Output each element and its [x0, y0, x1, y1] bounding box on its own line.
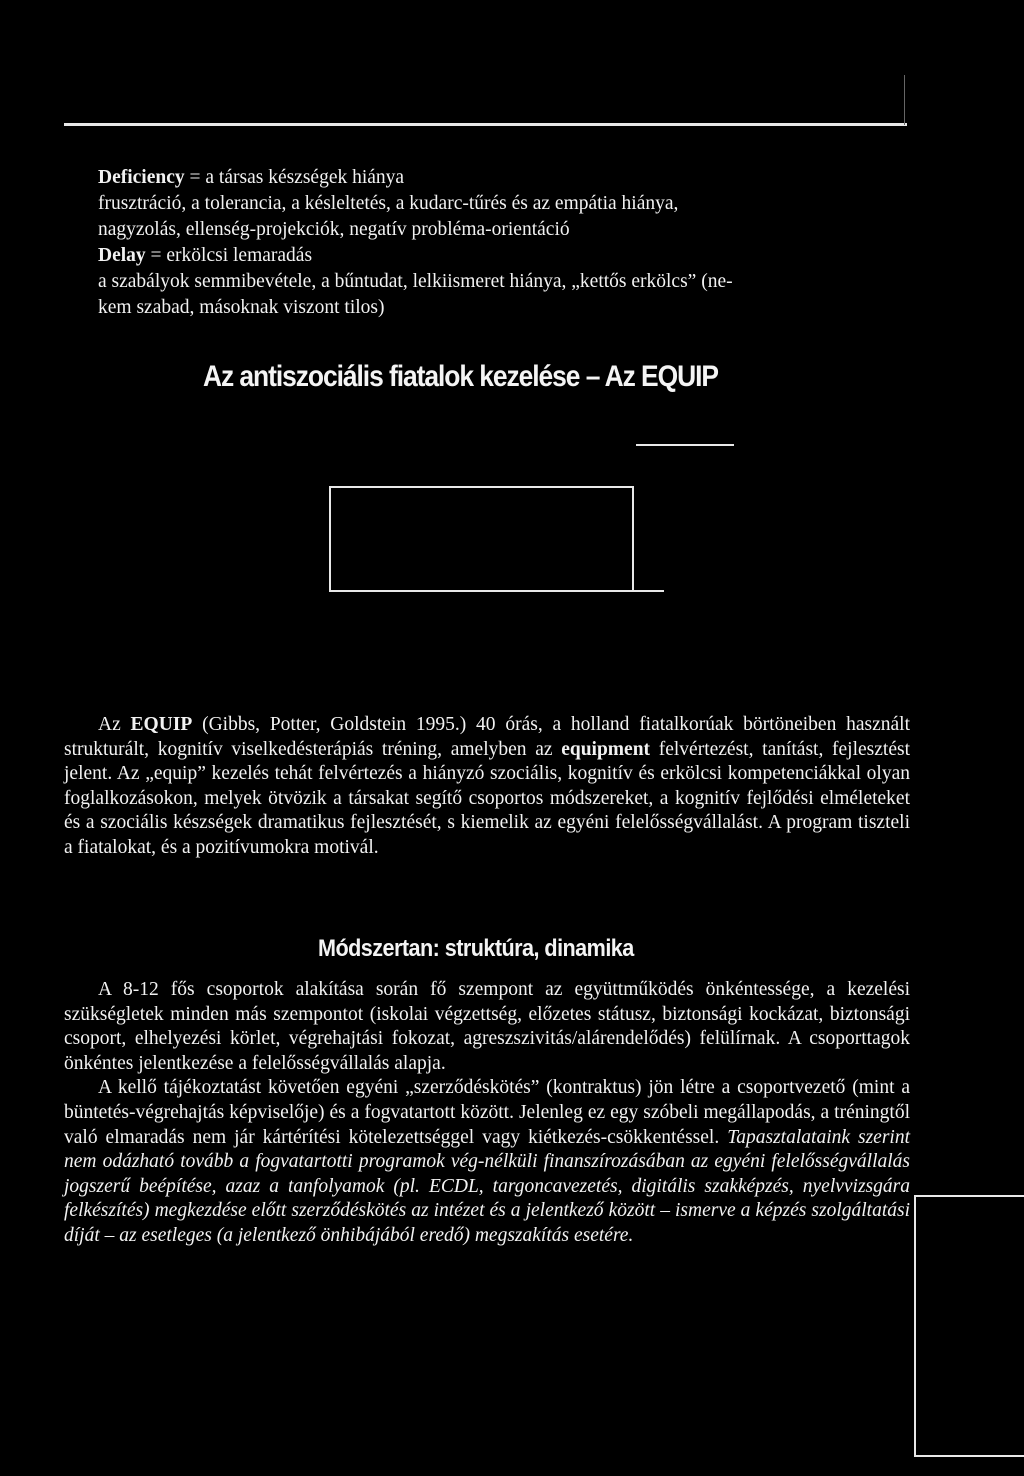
- section-heading-method: Módszertan: struktúra, dinamika: [318, 935, 634, 962]
- frame-tail: [632, 590, 664, 592]
- equip-paragraph: Az EQUIP (Gibbs, Potter, Goldstein 1995.) 40 órás, a holland fiatalkorúak börtöneiben használt strukturált, kognitív viselkedésterápiás tréning, amelyben az equipment felvértezést, tanítást, fejlesztést jelent. Az „equip” kezelés tehát felvértezés a hiányzó szociális, kognitív és erkölcsi kompetenciákkal olyan foglalkozásokon, melyek ötvözik a társakat segítő csoportos módszereket, a kognitív fejlődési elméleteket és a szociális készségek dramatikus fejlesztését, s kiemelik az egyéni felelősségvállalást. A program tiszteli a fiatalokat, és a pozitívumokra motivál.: [64, 714, 910, 858]
- definition-list: [98, 165, 908, 321]
- list-line-1: Deficiency = a társas készségek hiánya: [98, 167, 405, 188]
- method-paragraph-2: A kellő tájékoztatást követően egyéni „szerződéskötés” (kontraktus) jön létre a csoportvezető (mint a büntetés-végrehajtás képviselője) és a fogvatartott között. Jelenleg ez egy szóbeli megállapodás, a tréningtől való elmaradás nem jár kártérítési kötelezettséggel vagy kiétkezés-csökkentéssel. Tapasztalataink szerint nem odázható tovább a fogvatartotti programok vég-nélküli finanszírozásában az egyéni felelősségvállalás jogszerű beépítése, azaz a tanfolyamok (pl. ECDL, targoncavezetés, digitális szakképzés, nyelvvizsgára felkészítés) megkezdése előtt szerződéskötés az intézet és a jelentkező között – ismerve a képzés szolgáltatási díját – az esetleges (a jelentkező önhibájából eredő) megszakítás esetére.: [64, 1077, 910, 1246]
- top-right-tick: [904, 75, 905, 125]
- method-paragraph-1: A 8-12 fős csoportok alakítása során fő szempont az együttműködés önkéntessége, a kezelési szükségletek minden más szempontot (iskolai végzettség, előzetes státusz, biztonsági kockázat, biztonsági csoport, elhelyezési körlet, végrehajtási fokozat, agreszszivitás/alárendelődés) felülírnak. A csoporttagok önkéntes jelentkezése a felelősségvállalás alapja.: [64, 979, 910, 1074]
- empty-frame: [329, 486, 634, 592]
- list-line-4: Delay = erkölcsi lemaradás: [98, 245, 313, 266]
- list-line-3: nagyzolás, ellenség-projekciók, negatív probléma-orientáció: [98, 219, 570, 240]
- section-heading-equip: Az antiszociális fiatalok kezelése – Az EQUIP: [203, 360, 718, 393]
- method-paragraphs: [64, 978, 910, 1249]
- list-line-6: kem szabad, másoknak viszont tilos): [98, 297, 385, 318]
- top-rule: [64, 123, 907, 126]
- list-line-2: frusztráció, a tolerancia, a késleltetés, a kudarc-tűrés és az empátia hiánya,: [98, 193, 679, 214]
- list-line-5: a szabályok semmibevétele, a bűntudat, lelkiismeret hiánya, „kettős erkölcs” (ne-: [98, 271, 733, 292]
- side-frame: [914, 1195, 1024, 1457]
- small-rule: [636, 444, 734, 446]
